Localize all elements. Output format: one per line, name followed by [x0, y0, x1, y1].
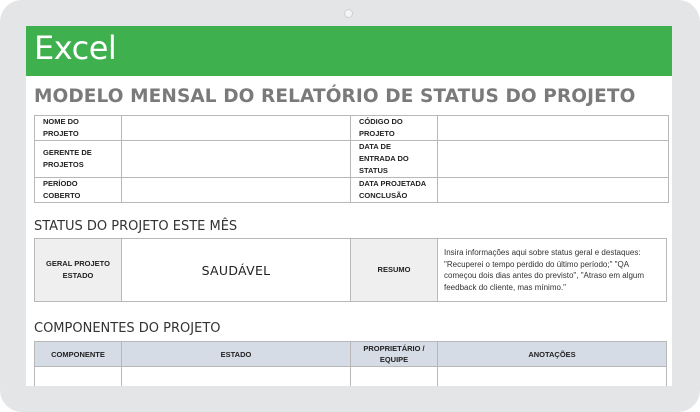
table-row [35, 141, 669, 178]
component-cell[interactable] [35, 367, 122, 387]
project-code-label: CÓDIGO DO PROJETO [351, 116, 438, 141]
screen [26, 26, 672, 386]
column-header-componente: COMPONENTE [35, 342, 122, 367]
table-row [35, 367, 667, 387]
period-covered-label: PERÍODO COBERTO [35, 178, 122, 203]
period-covered-field[interactable] [122, 178, 351, 203]
table-row [35, 239, 667, 302]
notes-cell[interactable] [438, 367, 667, 387]
column-header-estado: ESTADO [122, 342, 351, 367]
owner-cell[interactable] [351, 367, 438, 387]
overall-status-label: GERAL PROJETO ESTADO [35, 239, 122, 302]
components-section-title: COMPONENTES DO PROJETO [34, 321, 221, 336]
table-row [35, 116, 669, 141]
summary-label: RESUMO [351, 239, 438, 302]
table-row [35, 178, 669, 203]
status-section-title: STATUS DO PROJETO ESTE MÊS [34, 219, 238, 234]
project-code-field[interactable] [438, 116, 669, 141]
app-name: Excel [34, 29, 117, 67]
app-banner [26, 26, 672, 76]
project-name-field[interactable] [122, 116, 351, 141]
camera-dot [344, 9, 353, 18]
page-title: MODELO MENSAL DO RELATÓRIO DE STATUS DO PROJETO [34, 86, 636, 107]
project-name-label: NOME DO PROJETO [35, 116, 122, 141]
project-info-table [34, 115, 669, 203]
project-manager-label: GERENTE DE PROJETOS [35, 141, 122, 178]
status-table [34, 238, 667, 302]
table-header-row [35, 342, 667, 367]
projected-completion-label: DATA PROJETADA CONCLUSÃO [351, 178, 438, 203]
overall-status-value[interactable]: SAUDÁVEL [122, 239, 351, 302]
components-table [34, 341, 667, 386]
status-entry-date-field[interactable] [438, 141, 669, 178]
status-cell[interactable] [122, 367, 351, 387]
summary-text[interactable]: Insira informações aqui sobre status geral e destaques: "Recuperei o tempo perdido do último período;" "QA começou dois dias antes do previsto", "Atraso em algum feedback do cliente, mas mínimo." [438, 239, 667, 302]
projected-completion-field[interactable] [438, 178, 669, 203]
column-header-proprietario: PROPRIETÁRIO / EQUIPE [351, 342, 438, 367]
column-header-anotacoes: ANOTAÇÕES [438, 342, 667, 367]
status-entry-date-label: DATA DE ENTRADA DO STATUS [351, 141, 438, 178]
project-manager-field[interactable] [122, 141, 351, 178]
